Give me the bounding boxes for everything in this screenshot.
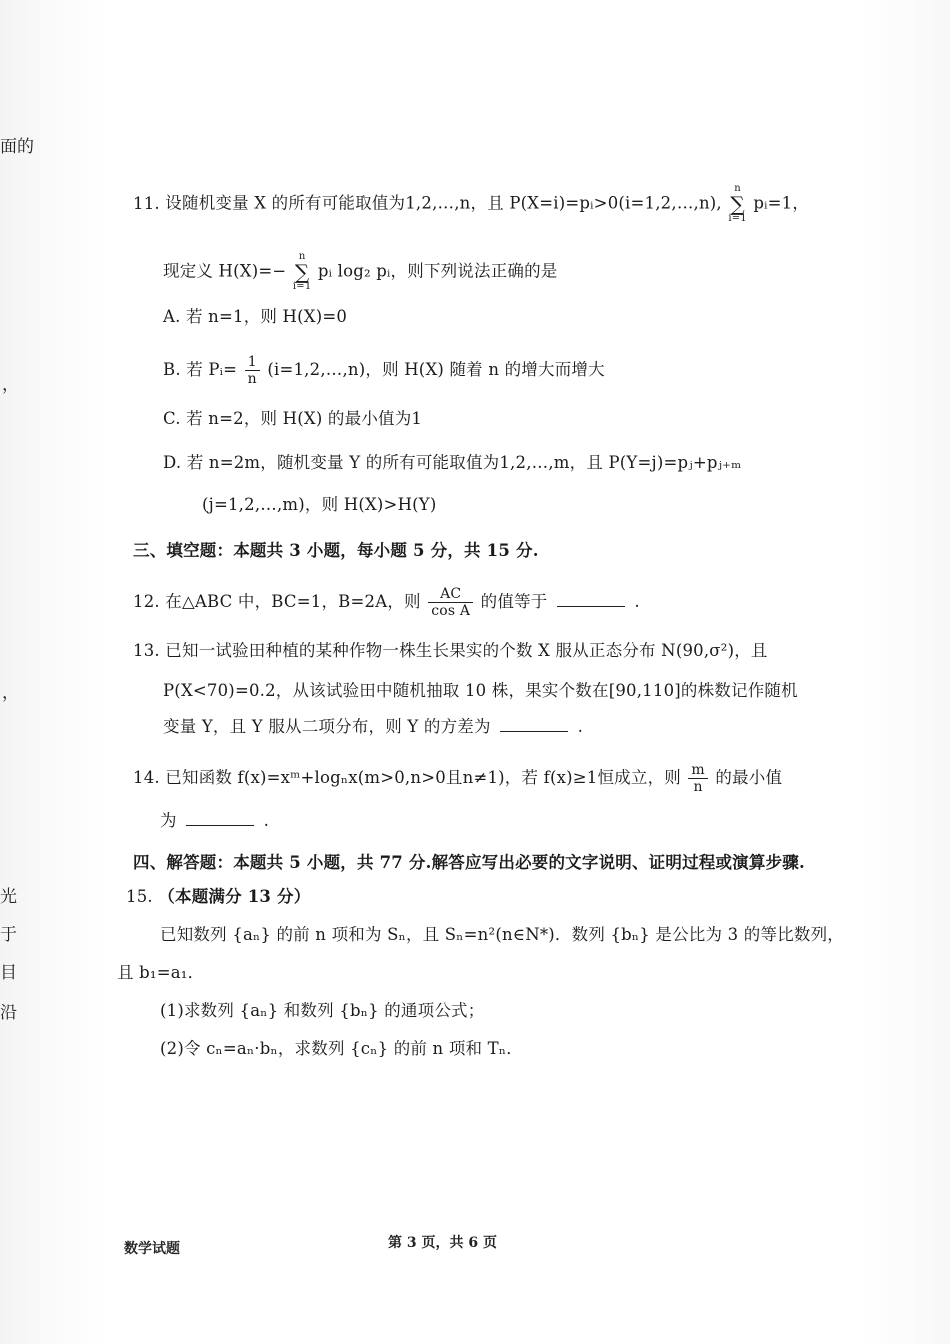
left-bleed-text: 光 bbox=[0, 887, 17, 907]
question-11-line-2 bbox=[163, 252, 558, 292]
option-text: (i=1,2,…,n)，则 H(X) 随着 n 的增大而增大 bbox=[267, 360, 605, 379]
left-bleed-text: 沿 bbox=[0, 1003, 17, 1023]
sum-lower: i=1 bbox=[728, 213, 747, 224]
question-14-line-2 bbox=[160, 810, 269, 832]
question-text: 已知一试验田种植的某种作物一株生长果实的个数 X 服从正态分布 N(90,σ²)，且 bbox=[165, 641, 768, 660]
question-15-part-2: (2)令 cₙ=aₙ·bₙ，求数列 {cₙ} 的前 n 项和 Tₙ． bbox=[160, 1039, 523, 1058]
question-13-line-1 bbox=[133, 640, 768, 662]
left-bleed-text: ， bbox=[2, 683, 19, 703]
option-d-line-1: D. 若 n=2m，随机变量 Y 的所有可能取值为1,2,…,m，且 P(Y=j)=pⱼ+pⱼ₊ₘ bbox=[163, 453, 742, 472]
question-15-line-1: 已知数列 {aₙ} 的前 n 项和为 Sₙ，且 Sₙ=n²(n∈N*)．数列 {bₙ} 是公比为 3 的等比数列， bbox=[160, 925, 844, 944]
answer-blank[interactable] bbox=[500, 717, 568, 732]
question-15-header bbox=[126, 886, 310, 908]
sum-upper: n bbox=[734, 183, 741, 194]
question-text: pᵢ=1， bbox=[753, 193, 810, 213]
left-bleed-text: ， bbox=[2, 375, 19, 395]
question-number: 13. bbox=[133, 641, 160, 660]
question-text: 现定义 H(X)=− bbox=[163, 261, 287, 281]
question-12 bbox=[133, 586, 640, 619]
fraction-denominator: n bbox=[247, 371, 257, 387]
option-a: A. 若 n=1，则 H(X)=0 bbox=[163, 307, 348, 326]
fraction bbox=[428, 586, 473, 619]
question-text: 的值等于 bbox=[480, 592, 548, 611]
footer-subject: 数学试题 bbox=[124, 1241, 180, 1257]
question-14-line-1 bbox=[133, 762, 782, 795]
option-text: B. 若 Pᵢ= bbox=[163, 360, 238, 379]
left-bleed-text: 面的 bbox=[0, 137, 34, 157]
fraction-numerator: AC bbox=[428, 586, 473, 603]
question-end-mark: . bbox=[577, 717, 584, 736]
summation-symbol: n ∑ i=1 bbox=[728, 183, 747, 224]
question-text: pᵢ log₂ pᵢ，则下列说法正确的是 bbox=[317, 261, 558, 281]
section-heading-fill-in: 三、填空题：本题共 3 小题，每小题 5 分，共 15 分. bbox=[133, 541, 539, 560]
left-bleed-text: 于 bbox=[0, 925, 17, 945]
fraction-denominator: n bbox=[693, 779, 703, 795]
question-text: 设随机变量 X 的所有可能取值为1,2,…,n，且 P(X=i)=pᵢ>0(i=1,2,…,n), bbox=[165, 193, 722, 213]
sum-upper: n bbox=[298, 251, 306, 262]
question-15-line-2: 且 b₁=a₁． bbox=[117, 963, 205, 982]
question-13-line-2: P(X<70)=0.2，从该试验田中随机抽取 10 株，果实个数在[90,110]的株数记作随机 bbox=[163, 681, 798, 700]
fraction bbox=[245, 354, 260, 387]
fraction-denominator: cos A bbox=[431, 603, 471, 619]
left-bleed-text: 目 bbox=[0, 963, 17, 983]
fraction-numerator: m bbox=[688, 762, 707, 779]
question-text: 在△ABC 中，BC=1，B=2A，则 bbox=[165, 592, 421, 611]
question-text: 变量 Y，且 Y 服从二项分布，则 Y 的方差为 bbox=[163, 717, 491, 736]
question-text: 为 bbox=[160, 811, 177, 830]
question-number: 11. bbox=[133, 193, 160, 213]
question-number: 15. bbox=[126, 887, 153, 906]
option-d-line-2: (j=1,2,…,m)，则 H(X)>H(Y) bbox=[202, 495, 437, 514]
option-b bbox=[163, 354, 605, 387]
fraction bbox=[688, 762, 707, 795]
question-15-part-1: (1)求数列 {aₙ} 和数列 {bₙ} 的通项公式； bbox=[160, 1001, 485, 1020]
fraction-numerator: 1 bbox=[245, 354, 260, 371]
section-heading-answer: 四、解答题：本题共 5 小题，共 77 分.解答应写出必要的文字说明、证明过程或演算步骤. bbox=[133, 853, 805, 872]
question-end-mark: . bbox=[634, 592, 640, 611]
sum-lower: i=1 bbox=[292, 281, 312, 292]
summation-symbol: n ∑ i=1 bbox=[292, 251, 312, 292]
answer-blank[interactable] bbox=[557, 592, 625, 607]
option-c: C. 若 n=2，则 H(X) 的最小值为1 bbox=[163, 409, 423, 428]
footer-page-number: 第 3 页，共 6 页 bbox=[388, 1235, 497, 1251]
question-score: （本题满分 13 分） bbox=[158, 887, 311, 906]
question-end-mark: . bbox=[263, 811, 270, 830]
question-number: 14. bbox=[133, 768, 160, 787]
question-11-line-1 bbox=[133, 184, 809, 224]
question-number: 12. bbox=[133, 592, 160, 611]
question-text: 已知函数 f(x)=xᵐ+logₙx(m>0,n>0且n≠1)，若 f(x)≥1恒成立，则 bbox=[165, 768, 681, 787]
question-text: 的最小值 bbox=[715, 768, 783, 787]
question-13-line-3 bbox=[163, 716, 583, 738]
answer-blank[interactable] bbox=[186, 811, 254, 826]
